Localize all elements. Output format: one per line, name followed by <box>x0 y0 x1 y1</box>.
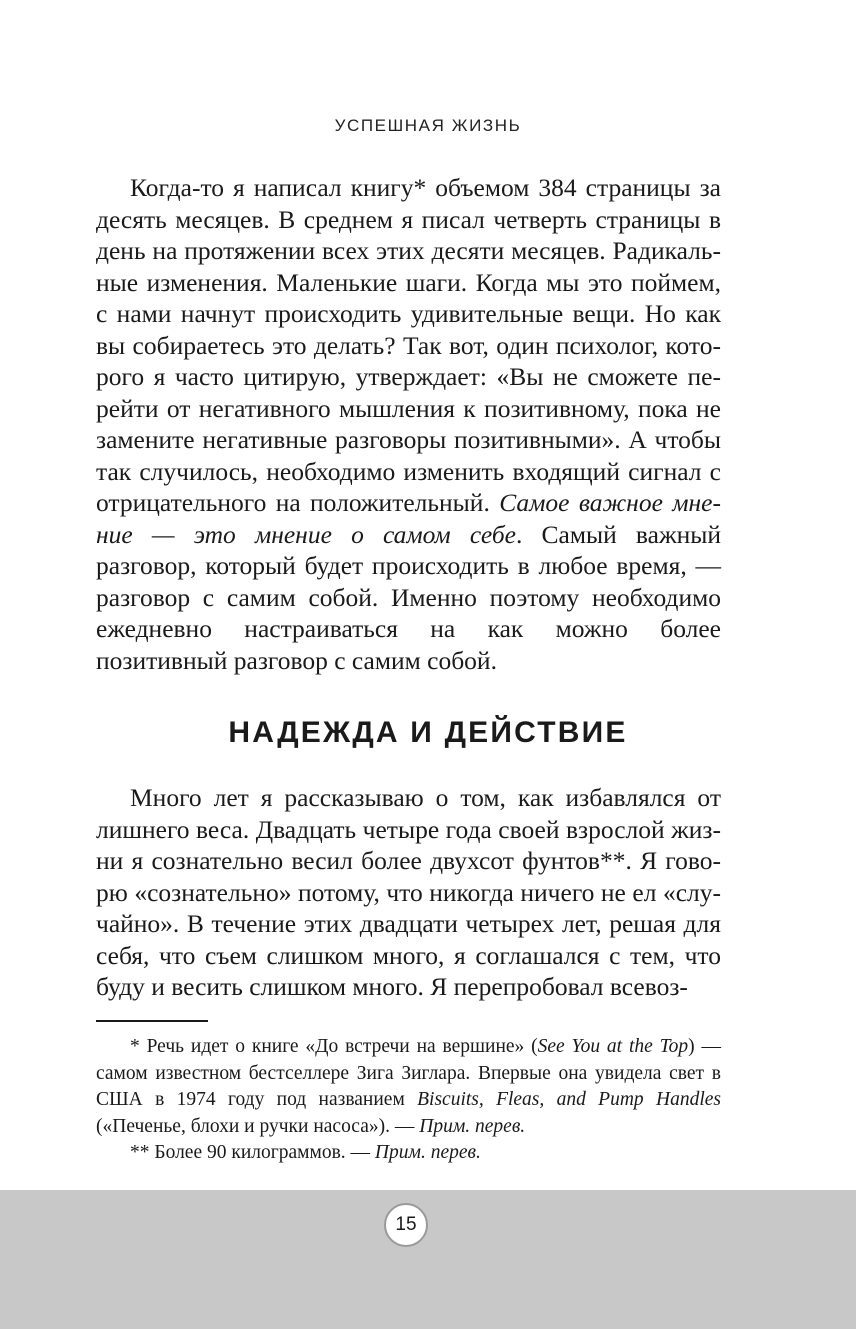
paragraph-text-end: . Самый важный разговор, который будет происходить в любое время, — разговор с самим собой. Именно поэтому необходимо ежедневно настраиваться на как можно более позитивный разговор с самим собой. <box>96 519 721 675</box>
footnote-text: ) — самом известном бестселлере Зига Зиглара. Впервые она увидела свет в США в 1974 году под названием <box>96 1036 722 1110</box>
footnote-text: * Речь идет о книге «До встречи на вершине» ( <box>130 1036 538 1057</box>
paragraph-positive-talk <box>96 172 721 676</box>
footnote-text: ** Более 90 килограммов. — <box>130 1142 375 1163</box>
section-heading: НАДЕЖДА И ДЕЙСТВИЕ <box>228 716 628 749</box>
page-footer-band <box>0 1190 856 1329</box>
footnotes <box>96 1034 721 1167</box>
body-text-upper <box>96 172 721 676</box>
footnote-book-reference <box>96 1034 721 1140</box>
footnote-italic-title: Biscuits, Fleas, and Pump Handles <box>417 1089 721 1110</box>
emphasis-self-opinion: Самое важное мнение — это мнение о самом себе <box>96 488 721 549</box>
body-text-lower <box>96 782 721 1003</box>
page-number-badge: 15 <box>384 1203 428 1247</box>
running-head: УСПЕШНАЯ ЖИЗНЬ <box>334 116 522 135</box>
footnote-translator-note: Прим. перев. <box>419 1115 526 1137</box>
footnote-text: («Печенье, блохи и ручки насоса»). — <box>96 1115 420 1137</box>
footnote-weight-conversion <box>96 1140 721 1167</box>
paragraph-text-start: Когда-то я написал книгу* объемом 384 страницы за десять месяцев. В среднем я писал четверть страницы в день на протяжении всех этих десяти месяцев. Радикальные изменения. Маленькие шаги. Когда мы это поймем, с нами начнут происходить удивительные вещи. Но как вы собираетесь это делать? Так вот, один психолог, которого я часто цитирую, утверждает: «Вы не сможете перейти от негативного мышления к позитивному, пока не замените негативные разговоры позитивными». А чтобы так случилось, необходимо изменить входящий сигнал с отрицательного на положительный. <box>96 173 721 517</box>
paragraph-weight-story: Много лет я рассказываю о том, как избавлялся от лишнего веса. Двадцать четыре года своей взрослой жизни я сознательно весил более двухсот фунтов**. Я говорю «сознательно» потому, что никогда ничего не ел «случайно». В течение этих двадцати четырех лет, решая для себя, что съем слишком много, я соглашался с тем, что буду и весить слишком много. Я перепробовал всевоз- <box>96 783 721 1001</box>
footnote-italic-title: See You at the Top <box>537 1036 689 1057</box>
footnote-divider <box>96 1020 208 1022</box>
footnote-translator-note: Прим. перев. <box>374 1142 481 1163</box>
